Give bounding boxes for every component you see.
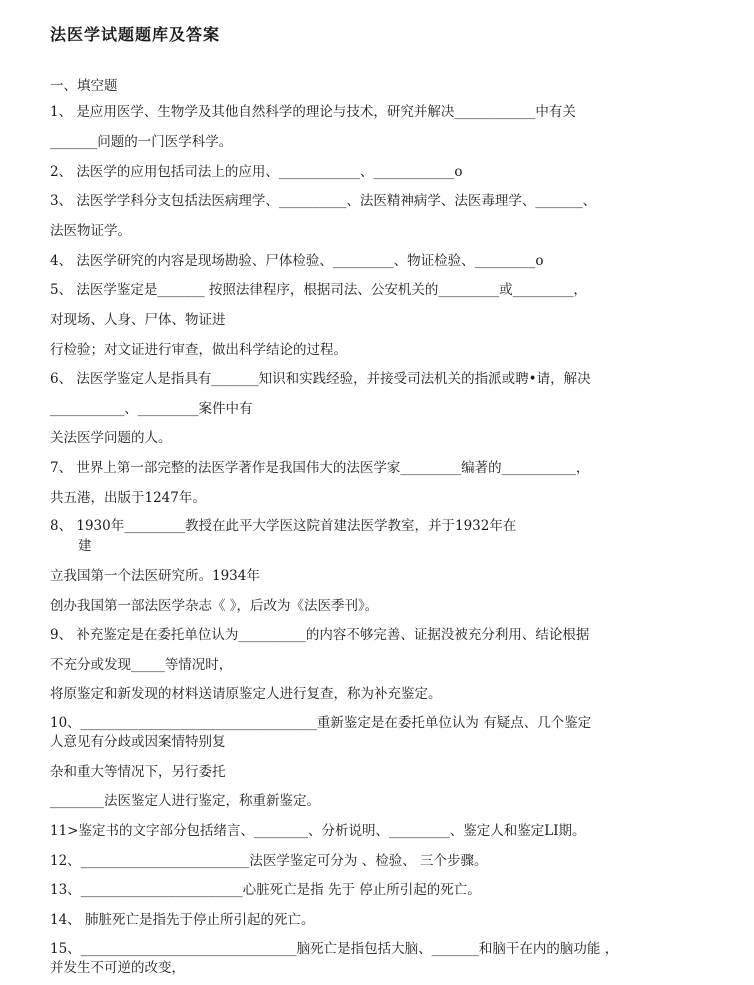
text-line: _______问题的一门医学科学。 xyxy=(50,134,233,150)
text-line: 1、 是应用医学、生物学及其他自然科学的理论与技术，研究并解决____________中有关 xyxy=(50,104,576,120)
text-line: 不充分或发现_____等情况时， xyxy=(50,657,233,673)
text-line: 关法医学问题的人。 xyxy=(50,430,172,446)
text-line: 对现场、人身、尸体、物证进 xyxy=(50,312,226,328)
text-line: 11>鉴定书的文字部分包括绪言、________、分析说明、_________、鉴定人和鉴定LI期。 xyxy=(50,823,586,839)
text-line: 12、_________________________法医学鉴定可分为 、检验、 三个步骤。 xyxy=(50,853,488,869)
section-title: 一、填空题 xyxy=(50,78,118,94)
text-line: ________法医鉴定人进行鉴定，称重新鉴定。 xyxy=(50,793,320,809)
text-line: 立我国第一个法医研究所。1934年 xyxy=(50,568,260,584)
text-line: 行检验；对文证进行审查，做出科学结论的过程。 xyxy=(50,342,347,358)
text-line: ___________、_________案件中有 xyxy=(50,401,253,417)
text-line: 8、 1930年_________教授在此平大学医这院首建法医学教室，并于1932年在 xyxy=(50,518,517,534)
text-line: 共五港，出版于1247年。 xyxy=(50,490,206,506)
text-line: 7、 世界上第一部完整的法医学著作是我国伟大的法医学家_________编著的___________， xyxy=(50,460,590,476)
text-line: 6、 法医学鉴定人是指具有_______知识和实践经验，并接受司法机关的指派或聘•请，解决 xyxy=(50,371,591,387)
text-line: 并发生不可逆的改变， xyxy=(50,960,185,976)
text-line: 5、 法医学鉴定是_______ 按照法律程序，根据司法、公安机关的_________或_________， xyxy=(50,282,587,298)
page-title: 法医学试题题库及答案 xyxy=(50,25,221,44)
text-line: 9、 补充鉴定是在委托单位认为__________的内容不够完善、证据没被充分利用、结论根据 xyxy=(50,627,590,643)
text-line: 将原鉴定和新发现的材料送请原鉴定人进行复查，称为补充鉴定。 xyxy=(50,686,442,702)
text-line: 杂和重大等情况下，另行委托 xyxy=(50,764,226,780)
text-line: 10、___________________________________重新鉴定是在委托单位认为 有疑点、几个鉴定 xyxy=(50,715,592,731)
text-line: 创办我国第一部法医学杂志《 》，后改为《法医季刊》。 xyxy=(50,598,379,614)
text-line: 15、________________________________脑死亡是指包括大脑、_______和脑干在内的脑功能 ， xyxy=(50,941,619,957)
text-line: 14、 肺脏死亡是指先于停止所引起的死亡。 xyxy=(50,912,315,928)
text-line: 4、 法医学研究的内容是现场勘验、尸体检验、_________、物证检验、_________o xyxy=(50,253,544,269)
text-line: 13、________________________心脏死亡是指 先于 停止所引起的死亡。 xyxy=(50,882,481,898)
text-line: 3、 法医学学科分支包括法医病理学、__________、法医精神病学、法医毒理学、_______、 xyxy=(50,193,597,209)
text-line: 建 xyxy=(78,538,92,554)
text-line: 2、 法医学的应用包括司法上的应用、____________、____________o xyxy=(50,164,463,180)
text-line: 人意见有分歧或因案情特别复 xyxy=(50,734,226,750)
text-line: 法医物证学。 xyxy=(50,223,131,239)
